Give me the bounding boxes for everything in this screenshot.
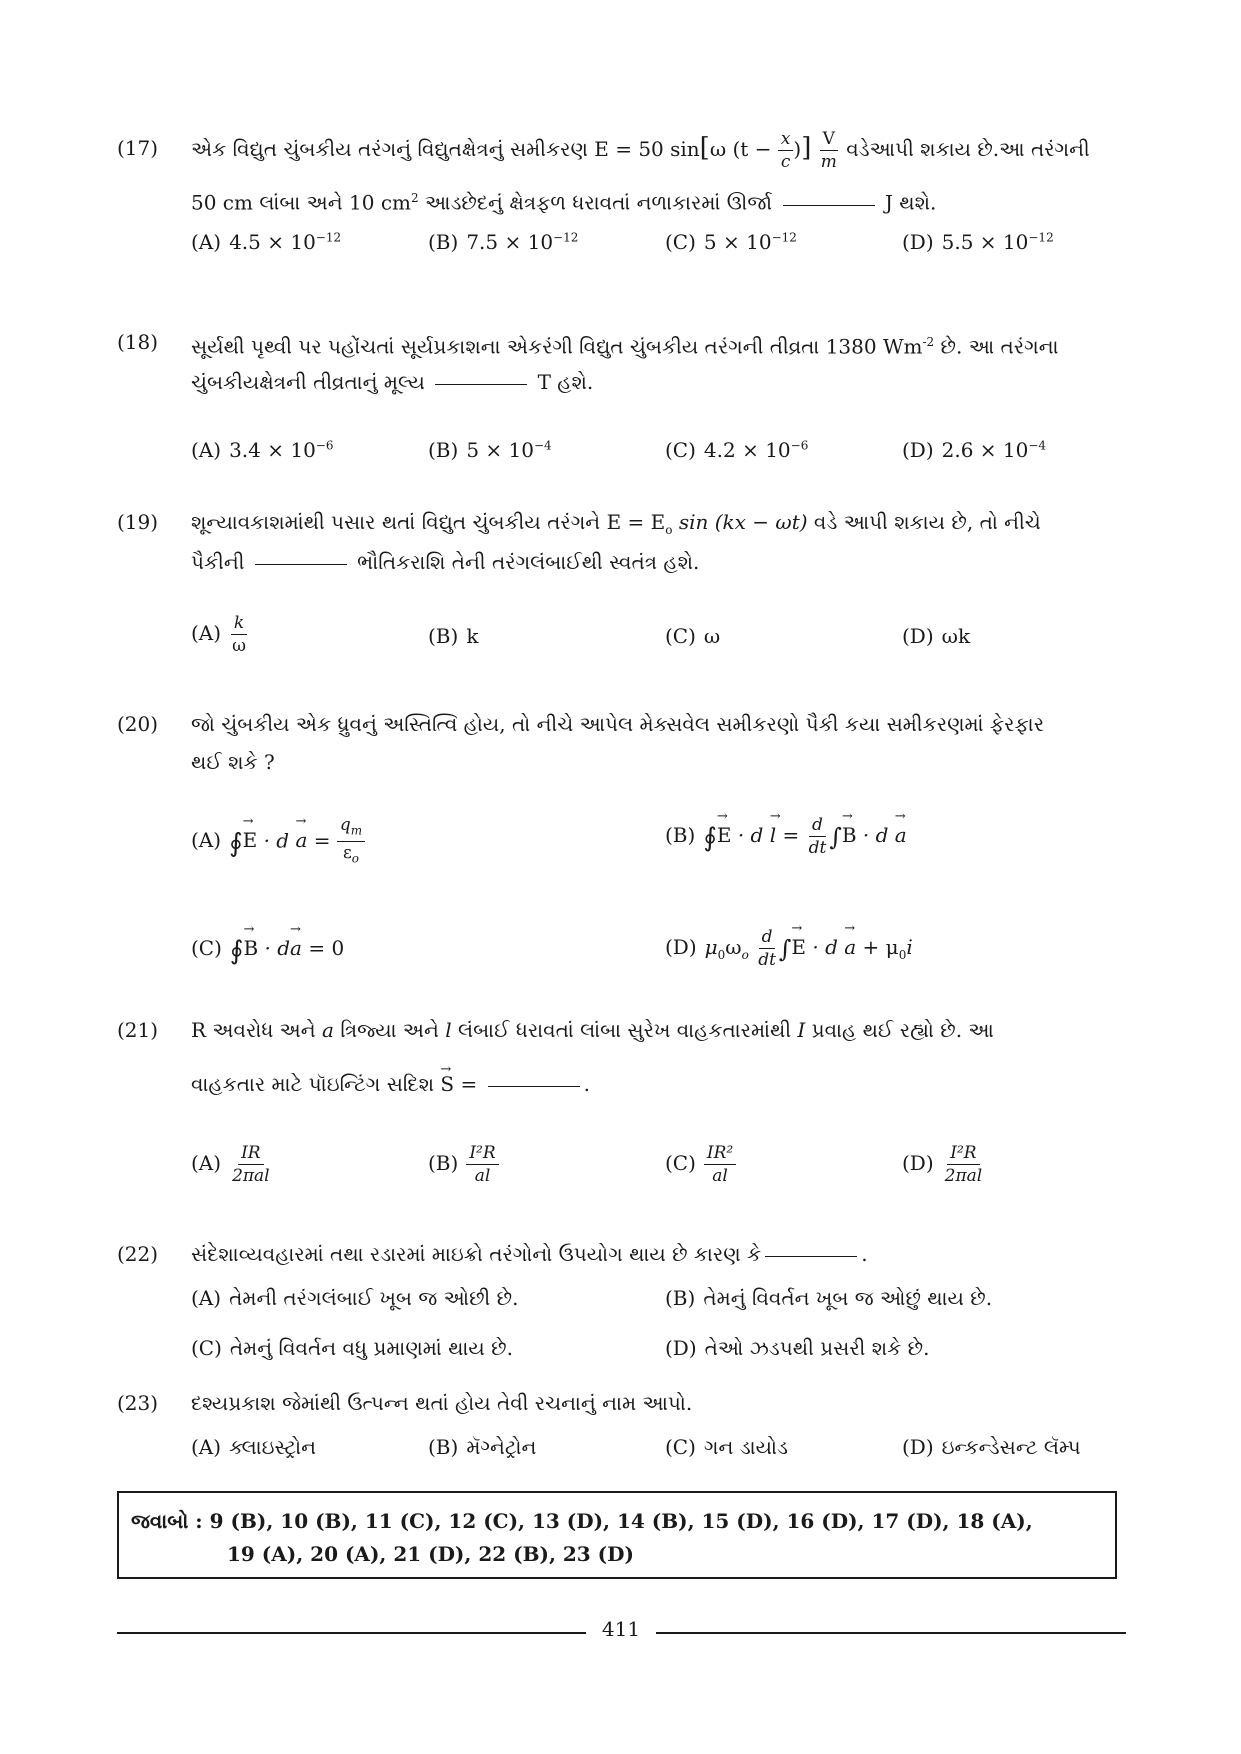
option-d: (D) ωk [902, 624, 971, 648]
question-number: (20) [117, 712, 159, 736]
option-c: (C) તેમનું વિવર્તન વધુ પ્રમાણમાં થાય છે. [191, 1336, 513, 1360]
option-c: (C) ω [665, 624, 721, 648]
option-b: (B) $\frac{\text{I²R}}{al}$ [428, 1142, 499, 1187]
options [191, 612, 1141, 672]
answer-blank [765, 1255, 857, 1257]
question-text: એક વિદ્યુત ચુંબકીય તરંગનું વિદ્યુતક્ષેત્રનું સમીકરણ E = 50 sin[ω (t − $\frac{x}{c}$ )] $\frac{V}{m}$ વડેઆપી શકાય છે.આ તરંગની [191, 129, 1090, 172]
options [191, 230, 1141, 290]
question-number: (22) [117, 1242, 159, 1266]
option-d: (D) ઇન્કન્ડેસન્ટ લૅમ્પ [902, 1435, 1081, 1459]
answer-blank [783, 204, 875, 206]
equation: E = 50 sin[ω (t − $\frac{x}{c}$ )] $\frac{V}{m}$ [594, 129, 837, 172]
option-c: (C) ગન ડાયોડ [665, 1435, 789, 1459]
question-number: (23) [117, 1391, 159, 1415]
option-a: (A) $4.5 \times 10^{-12}$ [191, 230, 342, 254]
options-row-1 [191, 814, 1141, 884]
answer-blank [435, 383, 527, 385]
options [191, 1435, 1141, 1475]
option-d: (D) $\mu_0\omega_o$ $\frac{d}{dt}$ ∫→ $E \cdot d \to a + \mu_0i$ [665, 926, 913, 971]
option-a: (A) ક્લાઇસ્ટ્રોન [191, 1435, 316, 1459]
options-row-2 [191, 1336, 1141, 1376]
option-b: (B) $7.5 \times 10^{-12}$ [428, 230, 579, 254]
question-text: R અવરોધ અને a ત્રિજ્યા અને l લંબાઈ ધરાવતાં લાંબા સુરેખ વાહકતારમાંથી I પ્રવાહ થઈ રહ્યો છે. આ [191, 1018, 994, 1042]
option-b: (B) $5 \times 10^{-4}$ [428, 438, 552, 462]
footer-rule-right [656, 1632, 1126, 1634]
option-a: (A) $\frac{IR}{\text{2πal}}$ [191, 1143, 270, 1186]
option-b: (B) તેમનું વિવર્તન ખૂબ જ ઓછું થાય છે. [665, 1286, 993, 1310]
option-b: (B) k [428, 624, 479, 648]
answer-blank [488, 1085, 580, 1087]
options-row-1 [191, 1286, 1141, 1326]
options [191, 1142, 1141, 1202]
question-number: (21) [117, 1018, 159, 1042]
question-text: જો ચુંબકીય એક ધ્રુવનું અસ્તિત્વિ હોય, તો નીચે આપેલ મેક્સવેલ સમીકરણો પૈકી કયા સમીકરણમાં ફેરફાર [191, 712, 1045, 736]
option-c: (C) $\frac{\text{IR²}}{al}$ [665, 1142, 736, 1187]
option-a: (A) ∮→ E · d → a = $\frac{q_m}{\varepsilon_o}$ [191, 814, 365, 870]
option-b: (B) મૅગ્નેટ્રોન [428, 1435, 537, 1459]
option-a: (A) તેમની તરંગલંબાઈ ખૂબ જ ઓછી છે. [191, 1286, 519, 1310]
option-d: (D) $\frac{\text{I²R}}{\text{2πal}}$ [902, 1143, 983, 1186]
options [191, 438, 1141, 498]
answer-key-line-1: જવાબો : 9 (B), 10 (B), 11 (C), 12 (C), 13 (D), 14 (B), 15 (D), 16 (D), 17 (D), 18 (A), [131, 1509, 1033, 1533]
options-row-2 [191, 926, 1141, 996]
footer-rule-left [117, 1632, 586, 1634]
answer-key-line-2: 19 (A), 20 (A), 21 (D), 22 (B), 23 (D) [227, 1542, 634, 1566]
option-b: (B) ∮→ E · d → l = $\frac{d}{dt}$ ∫→ B · d → a [665, 814, 907, 859]
option-c: (C) $4.2 \times 10^{-6}$ [665, 438, 809, 462]
option-d: (D) $5.5 \times 10^{-12}$ [902, 230, 1054, 254]
question-number: (17) [117, 136, 159, 160]
option-d: (D) તેઓ ઝડપથી પ્રસરી શકે છે. [665, 1336, 930, 1360]
page-number: 411 [601, 1617, 641, 1641]
question-text: દશ્યપ્રકાશ જેમાંથી ઉત્પન્ન થતાં હોય તેવી રચનાનું નામ આપો. [191, 1391, 693, 1415]
question-number: (18) [117, 330, 159, 354]
question-number: (19) [117, 510, 159, 534]
question-text: સંદેશાવ્યવહારમાં તથા રડારમાં માઇક્રો તરંગોનો ઉપયોગ થાય છે કારણ કે . [191, 1242, 868, 1266]
answer-blank [255, 563, 347, 565]
question-text: સૂર્યથી પૃથ્વી પર પહોંચતાં સૂર્યપ્રકાશના એકરંગી વિદ્યુત ચુંબકીય તરંગની તીવ્રતા 1380 $Wm^{-2}$ છે. આ તરંગના [191, 334, 1059, 359]
answer-key-box [117, 1491, 1117, 1579]
question-text: શૂન્યાવકાશમાંથી પસાર થતાં વિદ્યુત ચુંબકીય તરંગને $E = E_o$ sin (kx − ωt) વડે આપી શકાય છે, તો નીચે [191, 510, 1041, 537]
option-a: (A) $3.4 \times 10^{-6}$ [191, 438, 334, 462]
option-c: (C) ∮→ B · d→ a = 0 [191, 936, 344, 966]
option-c: (C) $5 \times 10^{-12}$ [665, 230, 797, 254]
option-a: (A) $\frac{k}{\omega}$ [191, 613, 246, 656]
option-d: (D) $2.6 \times 10^{-4}$ [902, 438, 1047, 462]
